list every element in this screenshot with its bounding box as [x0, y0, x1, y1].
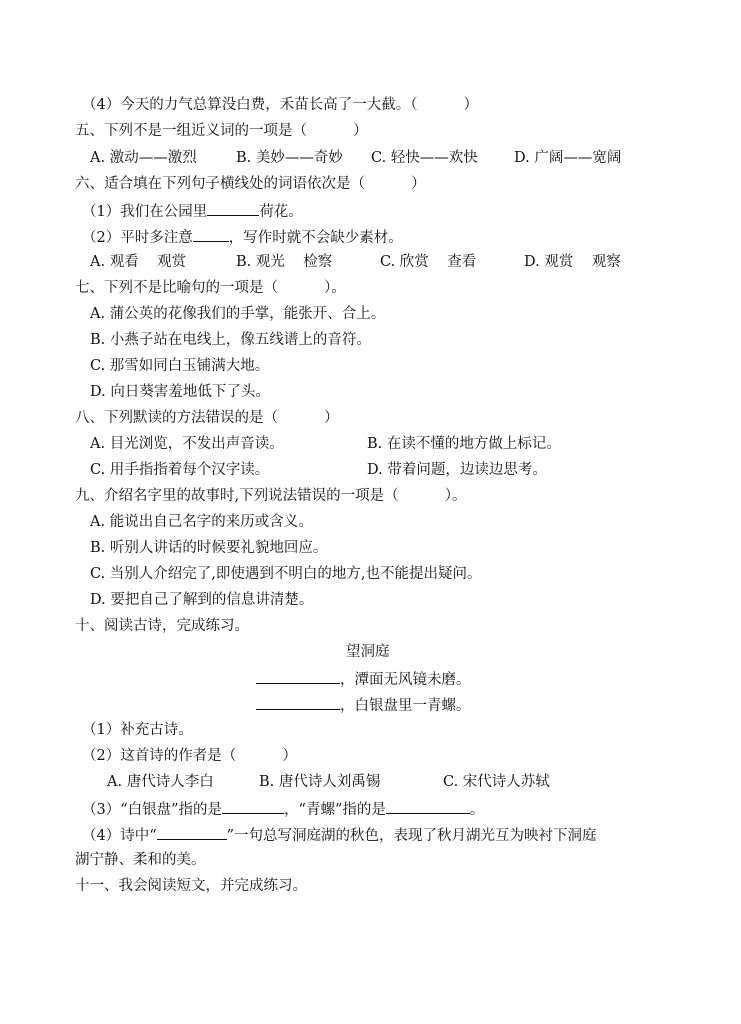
s7-option-d: D. 向日葵害羞地低下了头。	[90, 384, 270, 400]
poem-title: 望洞庭	[346, 644, 390, 660]
s9-option-a: A. 能说出自己名字的来历或含义。	[90, 514, 313, 530]
s10-q1: （1）补充古诗。	[82, 722, 193, 738]
s10-q4-continued: 湖宁静、柔和的美。	[75, 852, 206, 868]
blank-line	[157, 824, 227, 840]
s5-option-a: A. 激动——激烈	[90, 150, 197, 166]
s6-option-d: D. 观赏 观察	[524, 254, 621, 270]
s10-q4: （4）诗中“ ”一句总写洞庭湖的秋色，表现了秋月湖光互为映衬下洞庭	[82, 824, 597, 846]
section-5-title: 五、下列不是一组近义词的一项是（ ）	[75, 123, 368, 139]
poem-line-2: ，白银盘里一青螺。	[256, 694, 471, 716]
s6-option-b: B. 观光 检察	[236, 254, 333, 270]
poem-line-1: ，潭面无风镜未磨。	[256, 668, 471, 690]
section-10-title: 十、阅读古诗，完成练习。	[75, 618, 249, 634]
s8-option-a: A. 目光浏览，不发出声音读。	[90, 436, 284, 452]
blank-line	[207, 200, 259, 216]
blank-line	[386, 798, 470, 814]
s9-option-d: D. 要把自己了解到的信息讲清楚。	[90, 592, 314, 608]
s8-option-c: C. 用手指指着每个汉字读。	[90, 462, 270, 478]
s5-option-d: D. 广阔——宽阔	[514, 150, 622, 166]
section-11-title: 十一、我会阅读短文，并完成练习。	[75, 878, 307, 894]
blank-line	[256, 694, 340, 710]
blank-line	[256, 668, 340, 684]
blank-line	[222, 798, 284, 814]
section-6-title: 六、适合填在下列句子横线处的词语依次是（ ）	[75, 176, 426, 192]
s10-q2-option-c: C. 宋代诗人苏轼	[443, 774, 550, 790]
s6-option-a: A. 观看 观赏	[90, 254, 187, 270]
section-8-title: 八、下列默读的方法错误的是（ ）	[75, 410, 339, 426]
s7-option-b: B. 小燕子站在电线上，像五线谱上的音符。	[90, 332, 371, 348]
s8-option-b: B. 在读不懂的地方做上标记。	[367, 436, 561, 452]
s6-item-2: （2）平时多注意 ，写作时就不会缺少素材。	[82, 226, 403, 248]
s5-option-c: C. 轻快——欢快	[371, 150, 478, 166]
s9-option-c: C. 当别人介绍完了,即使遇到不明白的地方,也不能提出疑问。	[90, 566, 482, 582]
s8-option-d: D. 带着问题，边读边思考。	[367, 462, 547, 478]
s10-q2: （2）这首诗的作者是（ ）	[82, 748, 297, 764]
s10-q3: （3）“白银盘”指的是 ，“青螺”指的是 。	[82, 798, 484, 820]
s9-option-b: B. 听别人讲话的时候要礼貌地回应。	[90, 540, 328, 556]
s6-item-1: （1）我们在公园里 荷花。	[82, 200, 303, 222]
s10-q2-option-b: B. 唐代诗人刘禹锡	[259, 774, 381, 790]
s7-option-c: C. 那雪如同白玉铺满大地。	[90, 358, 270, 374]
blank-line	[193, 226, 229, 242]
s5-option-b: B. 美妙——奇妙	[236, 150, 343, 166]
q4-item: （4）今天的力气总算没白费，禾苗长高了一大截。（ ）	[82, 97, 479, 113]
s6-option-c: C. 欣赏 查看	[380, 254, 477, 270]
s10-q2-option-a: A. 唐代诗人李白	[107, 774, 214, 790]
section-7-title: 七、下列不是比喻句的一项是（ ）。	[75, 280, 346, 296]
s7-option-a: A. 蒲公英的花像我们的手掌，能张开、合上。	[90, 306, 386, 322]
section-9-title: 九、介绍名字里的故事时,下列说法错误的一项是（ ）。	[75, 488, 467, 504]
